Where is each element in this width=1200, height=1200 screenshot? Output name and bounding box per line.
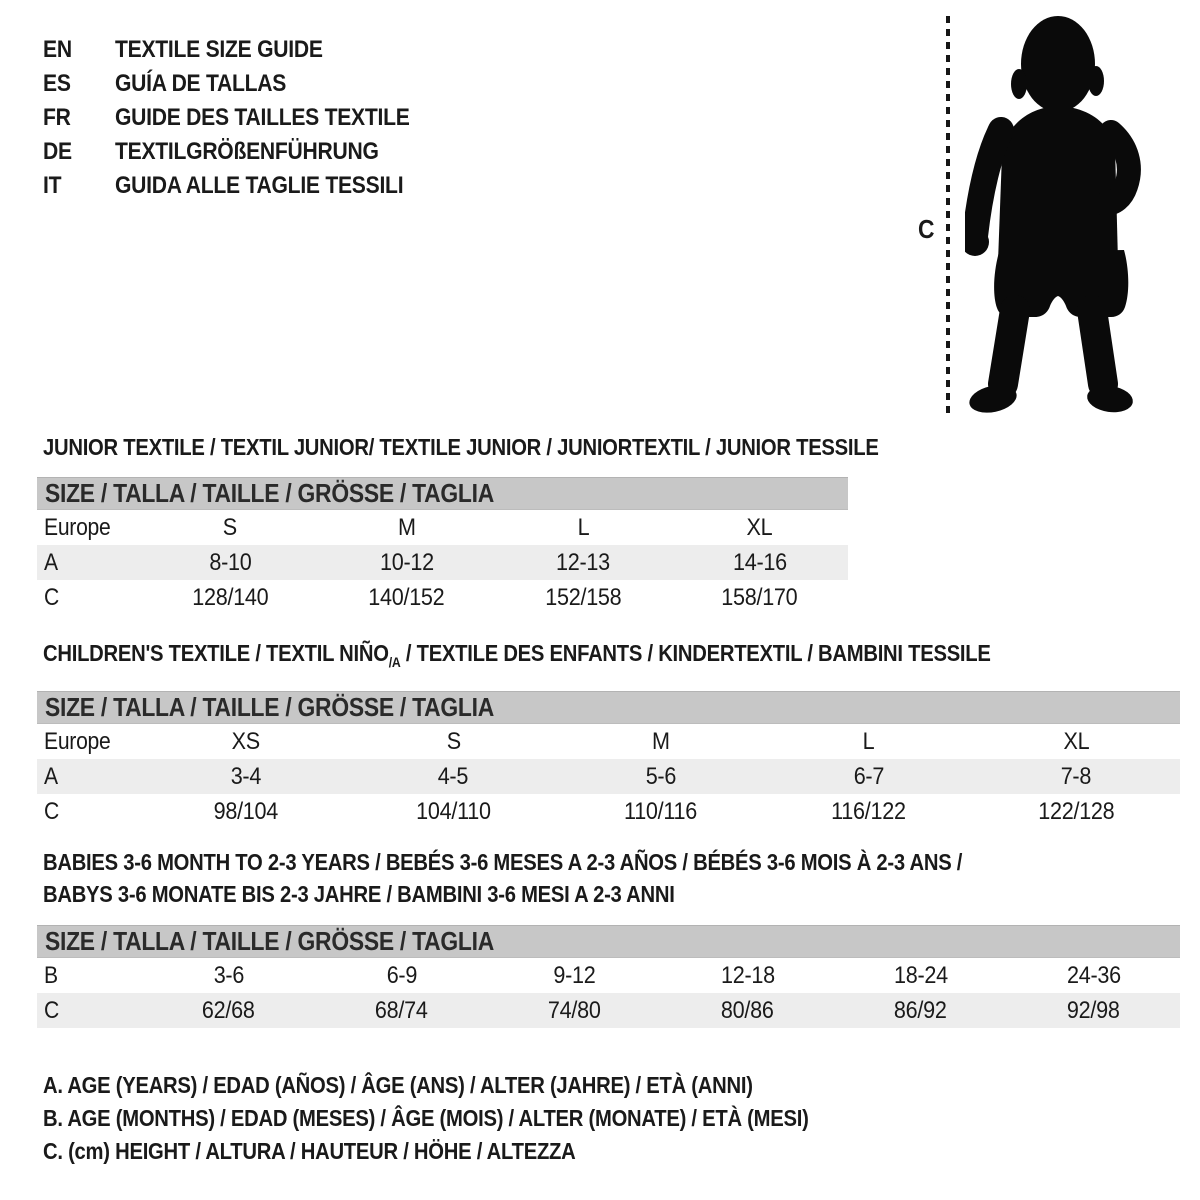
region-column-header: Europe [44, 727, 111, 755]
language-title: GUIDA ALLE TAGLIE TESSILI [115, 172, 404, 199]
size-bar-text: SIZE / TALLA / TAILLE / GRÖSSE / TAGLIA [45, 692, 494, 722]
language-title: TEXTILE SIZE GUIDE [115, 36, 323, 63]
size-column-header: M [397, 513, 416, 541]
table-cell: 10-12 [379, 548, 434, 576]
table-cell: 6-7 [853, 762, 884, 790]
table-cell: 3-6 [213, 961, 244, 989]
height-measure-label: C [918, 214, 935, 244]
language-code: ES [43, 70, 71, 97]
language-title: GUÍA DE TALLAS [115, 70, 287, 97]
language-row [43, 33, 450, 67]
language-row [43, 135, 450, 169]
size-column-header: S [446, 727, 461, 755]
table-cell: 80/86 [721, 996, 774, 1024]
table-cell: 4-5 [438, 762, 469, 790]
language-title: TEXTILGRÖßENFÜHRUNG [115, 138, 379, 165]
table-cell: 62/68 [202, 996, 255, 1024]
table-cell: 110/116 [624, 797, 698, 825]
row-label: B [44, 961, 58, 989]
table-row-height [37, 993, 1180, 1028]
size-bar [37, 925, 1180, 958]
table-cell: 158/170 [721, 583, 798, 611]
language-title: GUIDE DES TAILLES TEXTILE [115, 104, 410, 131]
babies-size-table [37, 925, 1180, 1028]
legend-line-a: A. AGE (YEARS) / EDAD (AÑOS) / ÂGE (ANS) / ALTER (JAHRE) / ETÀ (ANNI) [43, 1072, 753, 1098]
size-column-header: M [652, 727, 670, 755]
table-cell: 8-10 [209, 548, 252, 576]
toddler-silhouette-icon [965, 12, 1145, 417]
language-row [43, 169, 450, 203]
row-label: C [44, 996, 60, 1024]
size-bar [37, 477, 848, 510]
table-cell: 5-6 [645, 762, 677, 790]
table-cell: 92/98 [1067, 996, 1120, 1024]
language-code: DE [43, 138, 72, 165]
table-cell: 128/140 [192, 583, 269, 611]
table-cell: 14-16 [732, 548, 787, 576]
language-row [43, 67, 450, 101]
size-column-header: L [577, 513, 590, 541]
table-row-age [37, 759, 1180, 794]
table-cell: 116/122 [831, 797, 906, 825]
table-cell: 3-4 [230, 762, 261, 790]
children-section-heading-text: CHILDREN'S TEXTILE / TEXTIL $NIÑO_{/A}$ / TEXTILE DES ENFANTS / KINDERTEXTIL / BAMBINI TESSILE [43, 640, 991, 670]
table-cell: 86/92 [894, 996, 947, 1024]
legend-line-b: B. AGE (MONTHS) / EDAD (MESES) / ÂGE (MOIS) / ALTER (MONATE) / ETÀ (MESI) [43, 1105, 809, 1131]
language-code: IT [43, 172, 62, 199]
children-size-table [37, 691, 1180, 829]
table-cell: 24-36 [1066, 961, 1121, 989]
table-cell: 68/74 [375, 996, 428, 1024]
table-cell: 12-13 [556, 548, 611, 576]
row-label: A [44, 548, 58, 576]
babies-section-heading [43, 846, 1088, 910]
size-column-header: XL [746, 513, 773, 541]
table-cell: 74/80 [548, 996, 601, 1024]
size-bar-text: SIZE / TALLA / TAILLE / GRÖSSE / TAGLIA [45, 478, 494, 508]
size-column-header: L [862, 727, 875, 755]
height-measure-line [946, 16, 950, 414]
size-column-header: S [223, 513, 238, 541]
table-cell: 12-18 [720, 961, 775, 989]
legend-line-c: C. (cm) HEIGHT / ALTURA / HAUTEUR / HÖHE / ALTEZZA [43, 1138, 576, 1164]
row-label: C [44, 797, 60, 825]
junior-section-heading [43, 434, 993, 461]
table-header-row [37, 510, 848, 545]
language-row [43, 101, 450, 135]
measurement-legend [43, 1069, 913, 1168]
table-row-age-months [37, 958, 1180, 993]
size-bar [37, 691, 1180, 724]
table-cell: 98/104 [213, 797, 279, 825]
table-row-age [37, 545, 848, 580]
row-label: A [44, 762, 58, 790]
table-cell: 18-24 [893, 961, 948, 989]
junior-size-table [37, 477, 848, 615]
table-row-height [37, 580, 848, 615]
language-code: FR [43, 104, 71, 131]
size-column-header: XS [231, 727, 260, 755]
table-cell: 152/158 [545, 583, 622, 611]
language-code: EN [43, 36, 72, 63]
table-cell: 6-9 [386, 961, 417, 989]
region-column-header: Europe [44, 513, 111, 541]
table-cell: 7-8 [1060, 762, 1092, 790]
table-cell: 122/128 [1038, 797, 1115, 825]
table-cell: 140/152 [368, 583, 445, 611]
table-cell: 104/110 [416, 797, 491, 825]
row-label: C [44, 583, 60, 611]
babies-heading-line1: BABIES 3-6 MONTH TO 2-3 YEARS / BEBÉS 3-6 MESES A 2-3 AÑOS / BÉBÉS 3-6 MOIS À 2-3 ANS / [43, 849, 963, 875]
table-header-row [37, 724, 1180, 759]
babies-heading-line2: BABYS 3-6 MONATE BIS 2-3 JAHRE / BAMBINI 3-6 MESI A 2-3 ANNI [43, 881, 675, 907]
size-column-header: XL [1063, 727, 1090, 755]
table-row-height [37, 794, 1180, 829]
gender-suffix: /A [388, 654, 401, 670]
language-title-list [43, 33, 450, 203]
junior-section-heading-text: JUNIOR TEXTILE / TEXTIL JUNIOR/ TEXTILE JUNIOR / JUNIORTEXTIL / JUNIOR TESSILE [43, 434, 879, 460]
size-bar-text: SIZE / TALLA / TAILLE / GRÖSSE / TAGLIA [45, 926, 494, 956]
children-section-heading [43, 640, 1120, 670]
table-cell: 9-12 [553, 961, 596, 989]
